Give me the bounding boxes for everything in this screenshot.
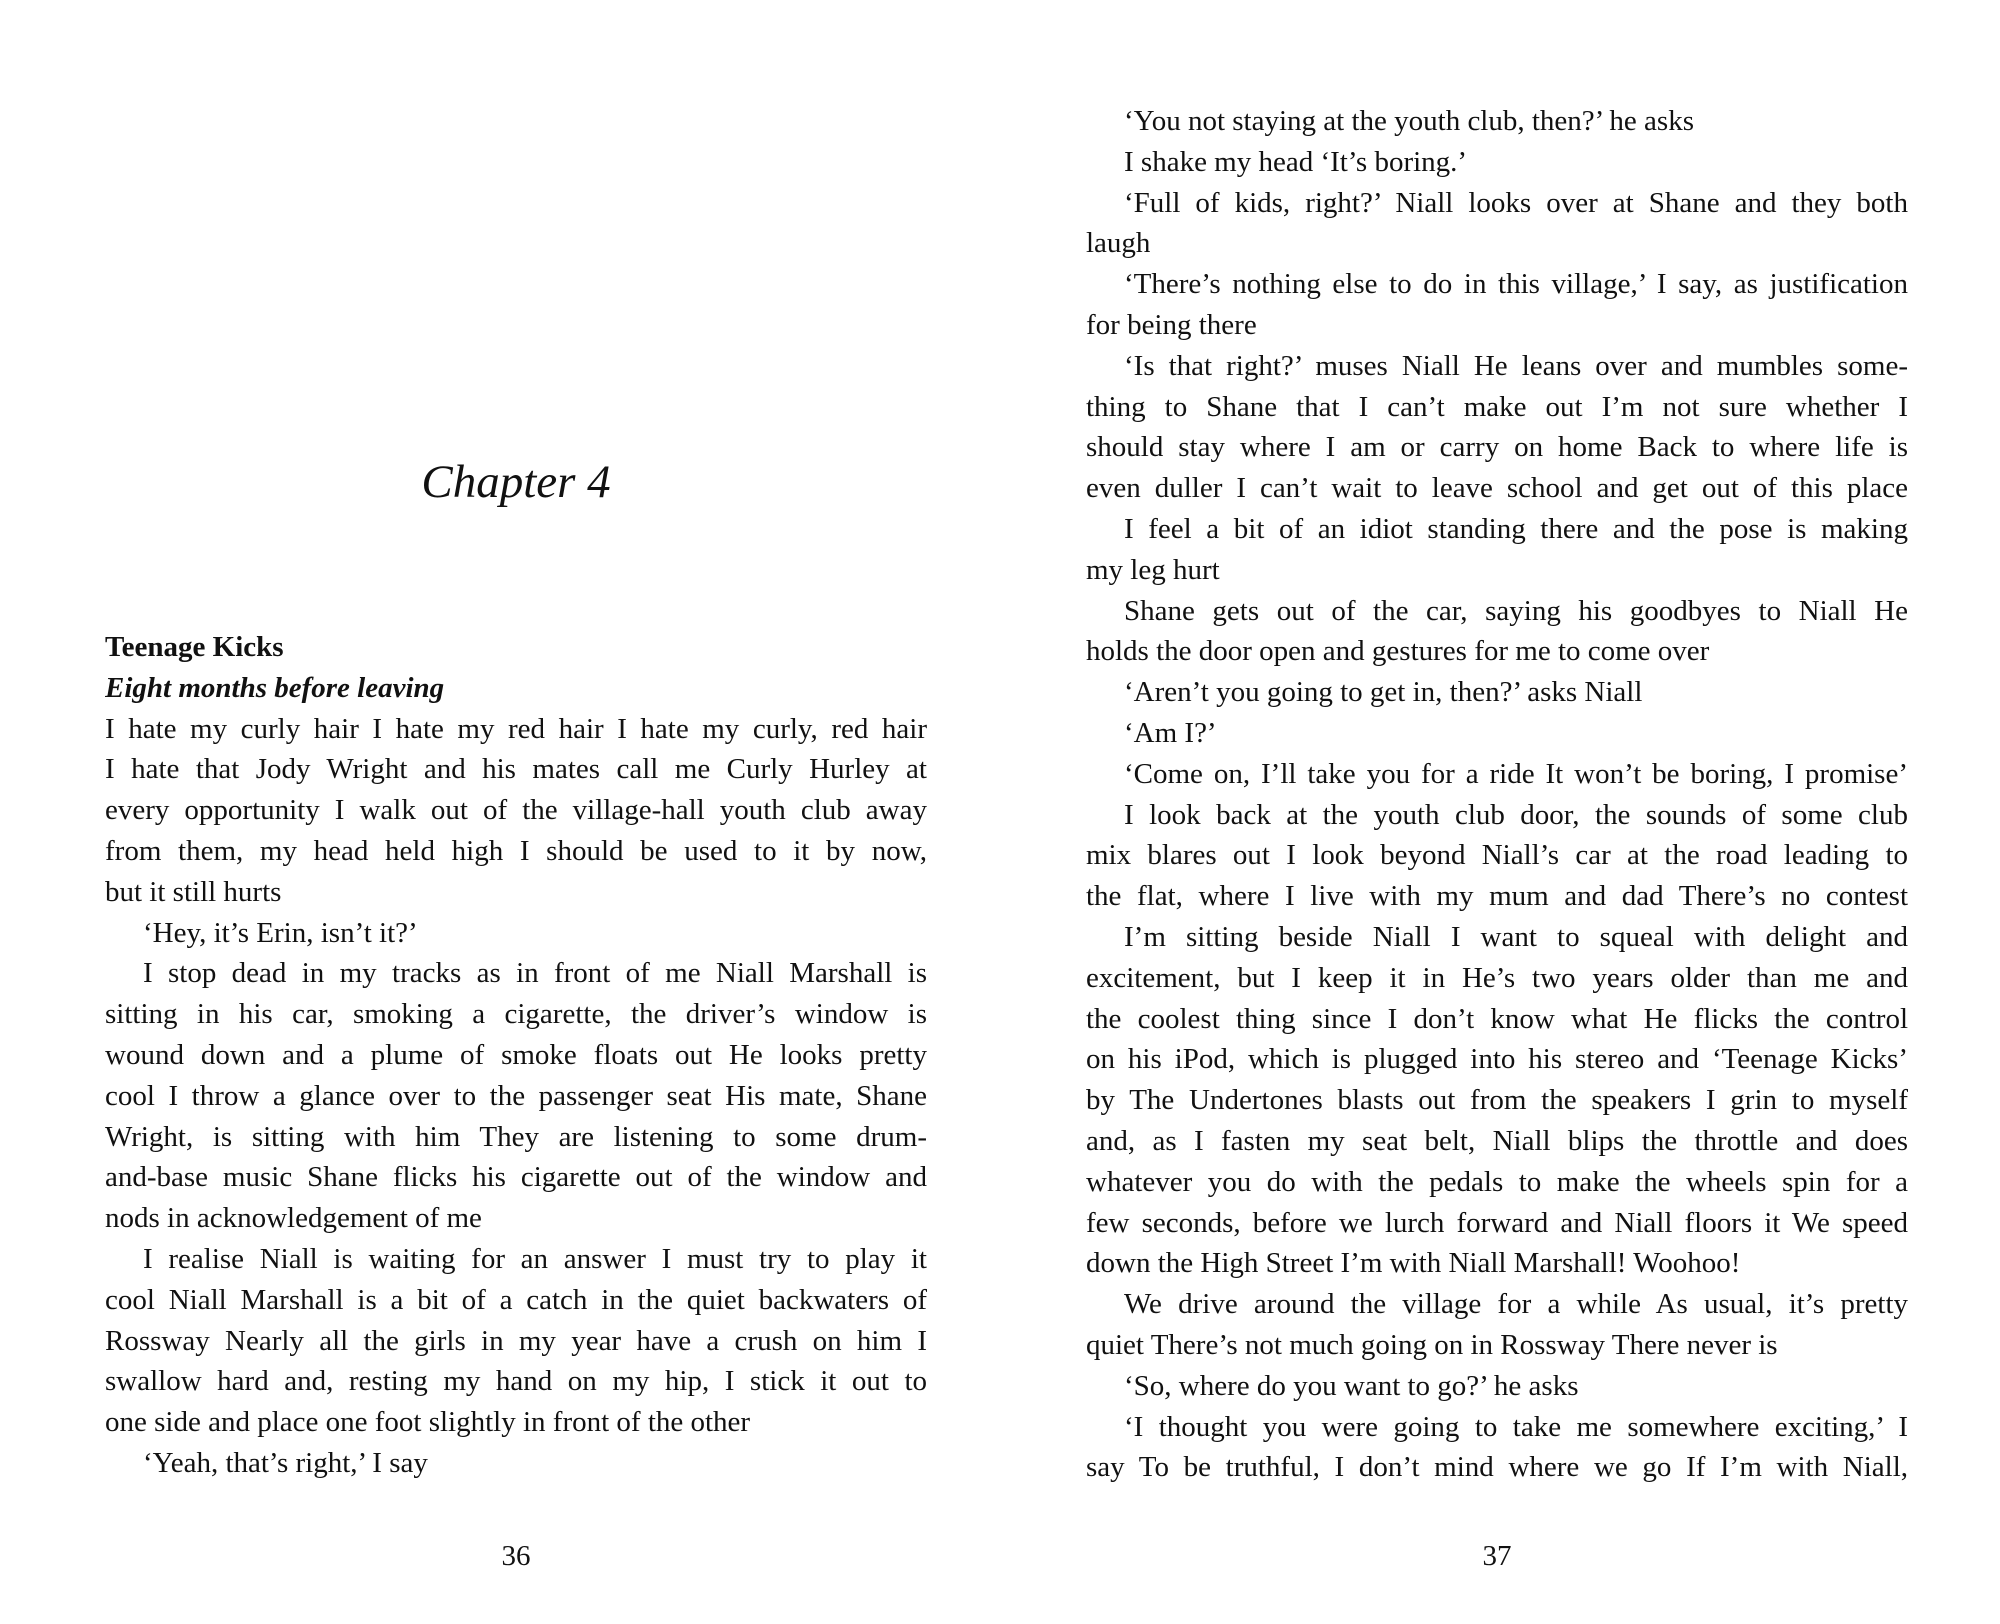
text-line: cool Niall Marshall is a bit of a catch in the quiet backwaters of xyxy=(105,1283,927,1316)
left-page-body xyxy=(105,627,927,1484)
text-line: and, as I fasten my seat belt, Niall blips the throttle and does xyxy=(1086,1124,1908,1157)
text-line: Rossway Nearly all the girls in my year have a crush on him I xyxy=(105,1324,927,1357)
text-line: ‘I thought you were going to take me somewhere exciting,’ I xyxy=(1124,1410,1908,1443)
text-line: nods in acknowledgement of me xyxy=(105,1202,482,1235)
text-line: I shake my head ‘It’s boring.’ xyxy=(1124,145,1468,178)
text-line: should stay where I am or carry on home Back to where life is xyxy=(1086,431,1908,464)
text-line: the flat, where I live with my mum and dad There’s no contest xyxy=(1086,880,1908,913)
section-subheading: Eight months before leaving xyxy=(105,671,445,704)
text-line: sitting in his car, smoking a cigarette, the driver’s window is xyxy=(105,998,927,1031)
text-line: ‘So, where do you want to go?’ he asks xyxy=(1124,1369,1579,1402)
text-line: I hate my curly hair I hate my red hair I hate my curly, red hair xyxy=(105,712,927,745)
text-line: one side and place one foot slightly in front of the other xyxy=(105,1406,751,1439)
page-number-right: 37 xyxy=(1482,1540,1512,1572)
chapter-title: Chapter 4 xyxy=(421,456,611,508)
text-line: but it still hurts xyxy=(105,875,282,908)
text-line: down the High Street I’m with Niall Marshall! Woohoo! xyxy=(1086,1247,1741,1280)
text-line: from them, my head held high I should be used to it by now, xyxy=(105,834,927,867)
right-page-body xyxy=(1086,101,1908,1488)
text-line: Shane gets out of the car, saying his goodbyes to Niall He xyxy=(1124,594,1908,627)
text-line: wound down and a plume of smoke floats out He looks pretty xyxy=(105,1038,927,1071)
text-line: ‘There’s nothing else to do in this village,’ I say, as justification xyxy=(1124,268,1908,301)
text-line: Wright, is sitting with him They are listening to some drum- xyxy=(105,1120,927,1153)
text-line: cool I throw a glance over to the passenger seat His mate, Shane xyxy=(105,1079,927,1112)
text-line: few seconds, before we lurch forward and Niall floors it We speed xyxy=(1086,1206,1908,1239)
left-page xyxy=(105,0,927,1624)
text-line: I stop dead in my tracks as in front of me Niall Marshall is xyxy=(143,957,927,990)
text-line: I hate that Jody Wright and his mates call me Curly Hurley at xyxy=(105,753,927,786)
text-line: ‘Come on, I’ll take you for a ride It won’t be boring, I promise’ xyxy=(1124,757,1908,790)
text-line: I’m sitting beside Niall I want to squeal with delight and xyxy=(1124,920,1908,953)
page-number-left: 36 xyxy=(501,1540,531,1572)
text-line: mix blares out I look beyond Niall’s car at the road leading to xyxy=(1086,839,1908,872)
text-line: every opportunity I walk out of the village-hall youth club away xyxy=(105,794,927,827)
text-line: We drive around the village for a while As usual, it’s pretty xyxy=(1124,1288,1908,1321)
text-line: even duller I can’t wait to leave school and get out of this place xyxy=(1086,472,1908,505)
text-line: for being there xyxy=(1086,308,1257,341)
text-line: holds the door open and gestures for me to come over xyxy=(1086,635,1710,668)
text-line: by The Undertones blasts out from the speakers I grin to myself xyxy=(1086,1084,1908,1117)
text-line: I feel a bit of an idiot standing there and the pose is making xyxy=(1124,512,1908,545)
text-line: I look back at the youth club door, the sounds of some club xyxy=(1124,798,1908,831)
text-line: laugh xyxy=(1086,227,1151,260)
text-line: excitement, but I keep it in He’s two years older than me and xyxy=(1086,961,1908,994)
text-line: ‘Am I?’ xyxy=(1124,716,1217,749)
text-line: on his iPod, which is plugged into his stereo and ‘Teenage Kicks’ xyxy=(1086,1043,1908,1076)
right-page xyxy=(1086,0,1908,1624)
text-line: ‘Hey, it’s Erin, isn’t it?’ xyxy=(143,916,418,949)
text-line: ‘Aren’t you going to get in, then?’ asks Niall xyxy=(1124,676,1643,709)
section-heading: Teenage Kicks xyxy=(105,631,284,663)
text-line: thing to Shane that I can’t make out I’m not sure whether I xyxy=(1086,390,1908,423)
text-line: ‘You not staying at the youth club, then?’ he asks xyxy=(1124,105,1694,137)
text-line: I realise Niall is waiting for an answer I must try to play it xyxy=(143,1242,927,1275)
text-line: quiet There’s not much going on in Rossway There never is xyxy=(1086,1328,1778,1361)
text-line: swallow hard and, resting my hand on my hip, I stick it out to xyxy=(105,1365,927,1398)
text-line: whatever you do with the pedals to make the wheels spin for a xyxy=(1086,1165,1908,1198)
text-line: and-base music Shane flicks his cigarette out of the window and xyxy=(105,1161,927,1194)
text-line: ‘Yeah, that’s right,’ I say xyxy=(143,1446,428,1479)
text-line: say To be truthful, I don’t mind where we go If I’m with Niall, xyxy=(1086,1451,1908,1484)
text-line: ‘Is that right?’ muses Niall He leans over and mumbles some- xyxy=(1124,349,1908,382)
text-line: ‘Full of kids, right?’ Niall looks over at Shane and they both xyxy=(1124,186,1908,219)
text-line: the coolest thing since I don’t know what He flicks the control xyxy=(1086,1002,1908,1035)
text-line: my leg hurt xyxy=(1086,553,1220,586)
